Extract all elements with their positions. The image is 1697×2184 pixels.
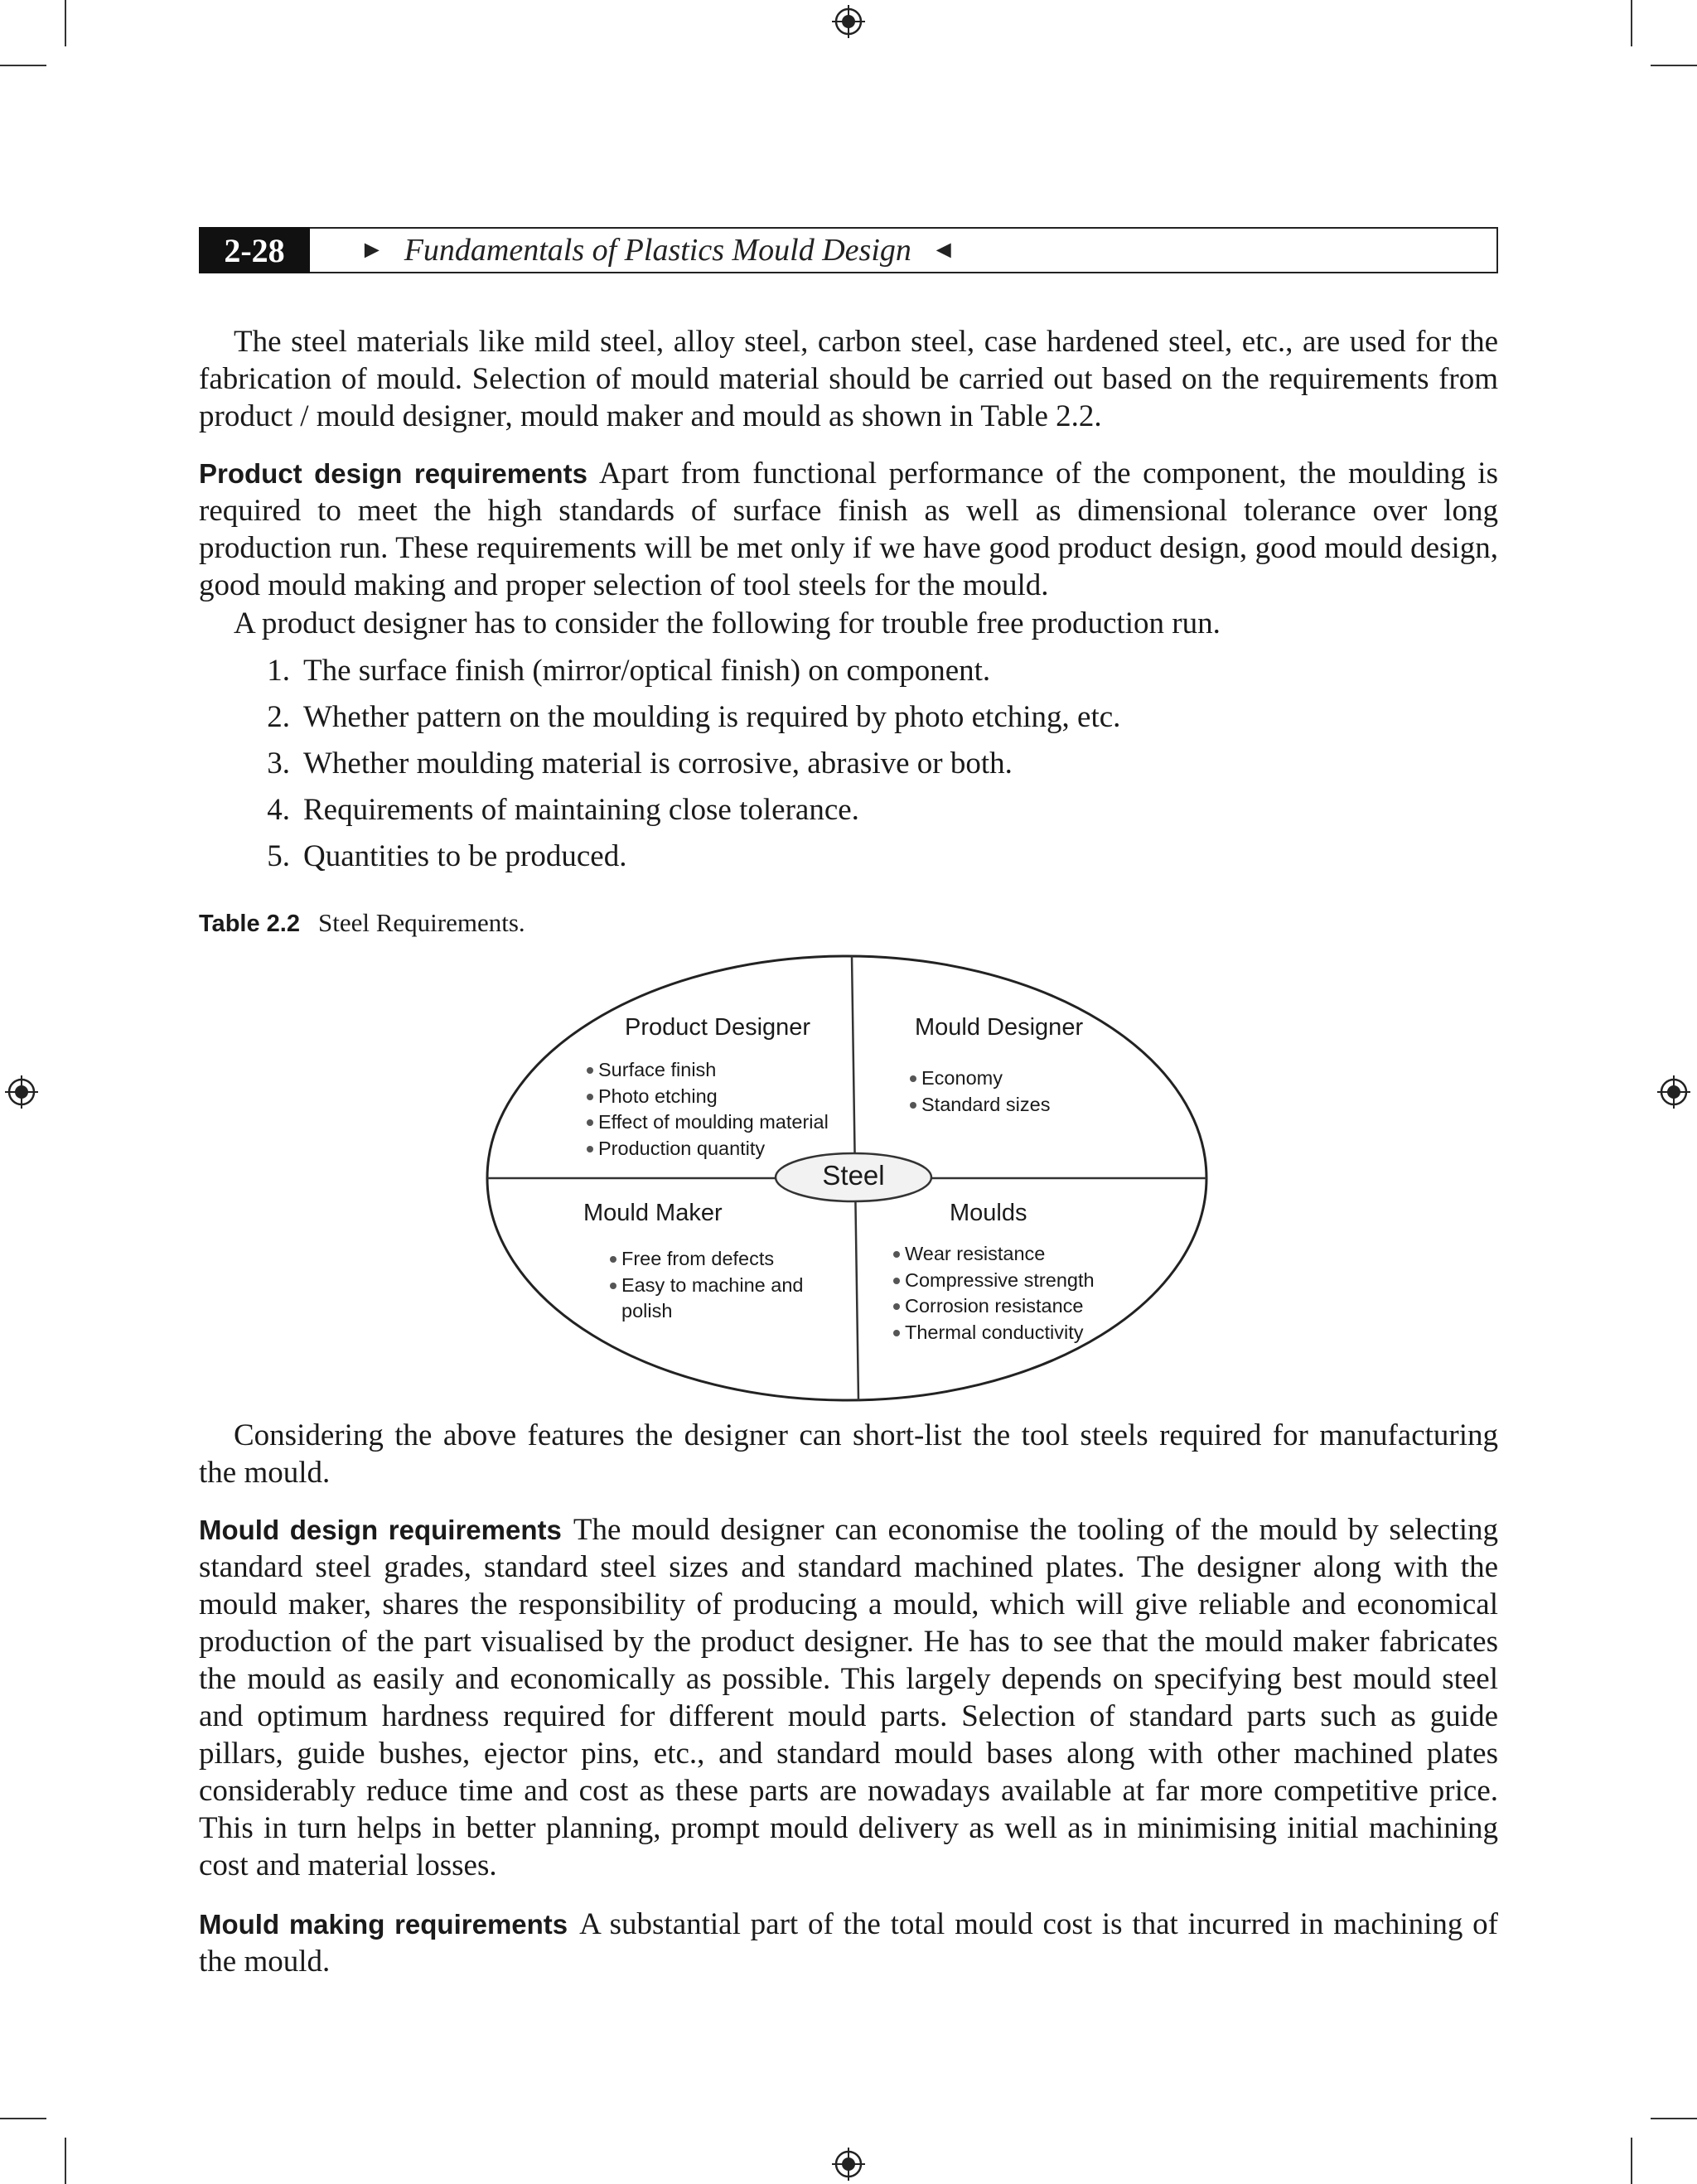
list-item-continuation: polish <box>621 1300 673 1322</box>
mould-making-heading: Mould making requirements <box>199 1909 568 1940</box>
table-label: Table 2.2 <box>199 911 300 937</box>
mould-designer-title: Mould Designer <box>915 1014 1084 1041</box>
table-title: Steel Requirements. <box>317 908 525 937</box>
product-designer-title: Product Designer <box>625 1014 811 1041</box>
mould-designer-list <box>910 1065 1050 1118</box>
list-item: 4. Requirements of maintaining close tolerance. <box>267 793 859 827</box>
list-item: Surface finish <box>587 1057 829 1084</box>
list-item: Economy <box>910 1065 1050 1092</box>
list-item: Photo etching <box>587 1084 829 1110</box>
steel-center-label: Steel <box>822 1160 885 1191</box>
considering-paragraph: Considering the above features the designer can short-list the tool steels required for manufacturing the mould. <box>199 1418 1498 1490</box>
list-item: Standard sizes <box>910 1092 1050 1119</box>
mould-making-paragraph <box>199 1906 1498 1980</box>
intro-paragraph: The steel materials like mild steel, alloy steel, carbon steel, case hardened steel, etc., are used for the fabrication of mould. Selection of mould material should be carried out based on the requirements from product / mould designer, mould maker and mould as shown in Table 2.2. <box>199 325 1498 433</box>
list-item: Production quantity <box>587 1136 829 1162</box>
right-triangle-icon: ► <box>360 236 384 263</box>
left-triangle-icon: ◄ <box>931 236 956 263</box>
list-item: Compressive strength <box>893 1268 1095 1294</box>
product-design-follow: A product designer has to consider the following for trouble free production run. <box>234 606 1221 640</box>
list-item: Effect of moulding material <box>587 1109 829 1136</box>
mould-design-paragraph <box>199 1511 1498 1884</box>
product-design-heading: Product design requirements <box>199 458 587 489</box>
mould-maker-title: Mould Maker <box>583 1200 723 1226</box>
mould-design-text: The mould designer can economise the tooling of the mould by selecting standard steel grades, standard steel sizes and standard machined plates. The designer along with the mould maker, shares the responsibility of producing a mould, which will give reliable and economical production of the part visualised by the product designer. He has to see that the mould maker fabricates the mould as easily and economically as possible. This largely depends on specifying best mould steel and optimum hardness required for different mould parts. Selection of standard parts such as guide pillars, guide bushes, ejector pins, etc., and standard mould bases along with other machined plates considerably reduce time and cost as these parts are nowadays available at far more competitive price. This in turn helps in better planning, prompt mould delivery as well as in minimising initial machining cost and material losses. <box>199 1513 1498 1882</box>
list-item: 1. The surface finish (mirror/optical finish) on component. <box>267 654 991 688</box>
list-item: Corrosion resistance <box>893 1293 1095 1320</box>
product-design-text: Apart from functional performance of the component, the moulding is required to meet the high standards of surface finish as well as dimensional tolerance over long production run. These requirements will be met only if we have good product design, good mould design, good mould making and proper selection of tool steels for the mould. <box>199 457 1498 602</box>
list-item: Wear resistance <box>893 1241 1095 1268</box>
moulds-list <box>893 1241 1095 1346</box>
list-item: Free from defects <box>610 1246 803 1273</box>
list-item: Easy to machine and <box>610 1273 803 1299</box>
book-title: Fundamentals of Plastics Mould Design <box>404 233 911 268</box>
list-item: 5. Quantities to be produced. <box>267 839 627 873</box>
mould-maker-list <box>610 1246 803 1325</box>
list-item: Thermal conductivity <box>893 1320 1095 1346</box>
list-item: 2. Whether pattern on the moulding is required by photo etching, etc. <box>267 700 1121 734</box>
mould-making-text: A substantial part of the total mould cost is that incurred in machining of the mould. <box>199 1907 1499 1979</box>
mould-design-heading: Mould design requirements <box>199 1515 562 1545</box>
product-designer-list <box>587 1057 829 1162</box>
list-item: 3. Whether moulding material is corrosive, abrasive or both. <box>267 747 1013 780</box>
moulds-title: Moulds <box>950 1200 1027 1226</box>
page-number: 2-28 <box>199 227 310 273</box>
